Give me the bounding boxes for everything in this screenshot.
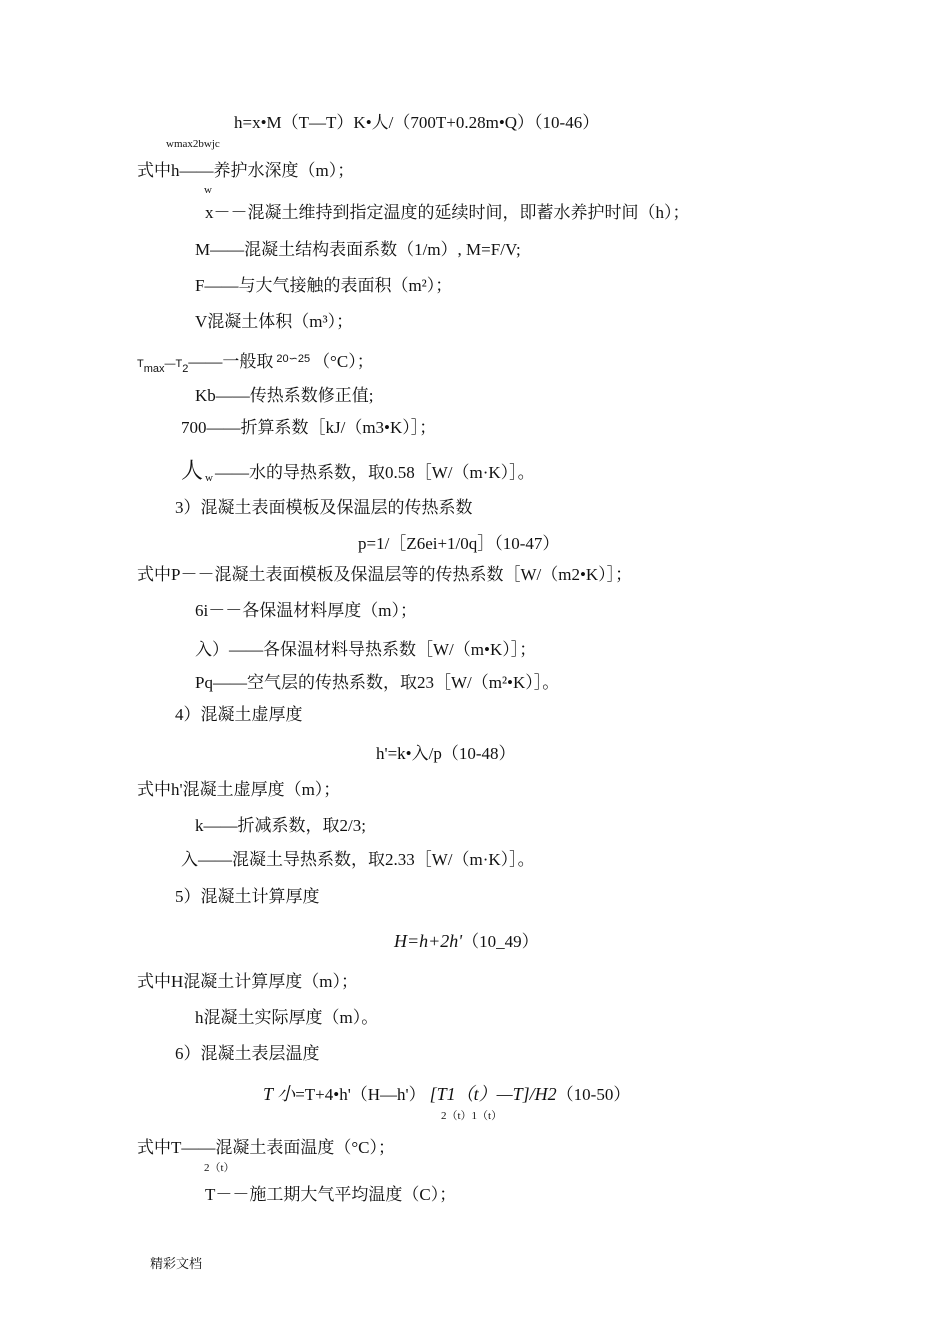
section-4-heading: 4）混凝土虚厚度 <box>175 705 303 724</box>
definition-H: 式中H混凝土计算厚度（m）； <box>137 972 358 991</box>
definition-M: M——混凝土结构表面系数（1/m）, M=F/V; <box>195 240 521 259</box>
definition-temperature-difference <box>137 351 374 375</box>
definition-T2: 式中T——混凝土表面温度（°C）； <box>137 1138 396 1157</box>
definition-700: 700——折算系数［kJ/（m3•K）］； <box>181 418 437 437</box>
equation-10-50-subscripts: 2（t）1（t） <box>441 1110 503 1122</box>
section-3-heading: 3）混凝土表面模板及保温层的传热系数 <box>175 498 473 517</box>
equation-10-50-number: （10-50） <box>556 1085 631 1104</box>
definition-F: F——与大气接触的表面积（m²）； <box>195 276 453 295</box>
definition-T2-subscript: 2（t） <box>204 1162 235 1174</box>
equation-10-50-middle: =T+4•h'（H—h'） <box>295 1085 426 1104</box>
definition-hw-subscript: w <box>204 184 212 196</box>
temperature-unit: （°C）； <box>313 352 374 371</box>
equation-10-50 <box>263 1083 630 1106</box>
footer-text: 精彩文档 <box>150 1256 203 1271</box>
lambda-w-symbol: 人 <box>181 458 204 483</box>
temperature-range: 20∽25 <box>276 353 311 365</box>
definition-k: k——折减系数，取2/3; <box>195 816 366 835</box>
definition-hw: 式中h——养护水深度（m）； <box>137 161 355 180</box>
equation-10-50-fraction: [T1（t）—T]/H2 <box>429 1084 557 1104</box>
equation-10-50-lhs: T 小 <box>263 1084 296 1104</box>
definition-lambda-w <box>181 460 535 486</box>
definition-temperature-text: ——一般取 <box>188 352 274 371</box>
definition-h-prime: 式中h'混凝土虚厚度（m）； <box>137 780 341 799</box>
t-max-subscript: max <box>143 363 165 375</box>
equation-10-49-formula: H=h+2h' <box>394 931 463 951</box>
equation-10-47: p=1/［Z6ei+1/0q］（10-47） <box>358 534 560 553</box>
lambda-w-subscript: w <box>205 472 213 484</box>
section-6-heading: 6）混凝土表层温度 <box>175 1044 320 1063</box>
definition-h: h混凝土实际厚度（m）。 <box>195 1008 379 1027</box>
definition-x: x－－混凝土维持到指定温度的延续时间，即蓄水养护时间（h）； <box>205 203 690 222</box>
t-symbol: T <box>137 358 144 370</box>
section-5-heading: 5）混凝土计算厚度 <box>175 887 320 906</box>
definition-Tq: T－－施工期大气平均温度（C）； <box>205 1185 457 1204</box>
equation-10-49-number: （10_49） <box>462 932 539 951</box>
t-2-symbol: —T <box>164 358 183 370</box>
equation-10-48: h'=k•入/p（10-48） <box>376 744 516 763</box>
definition-lambda-i: 入）——各保温材料导热系数［W/（m•K）］； <box>195 640 537 659</box>
t-2-subscript: 2 <box>182 363 189 375</box>
definition-Pq: Pq——空气层的传热系数，取23［W/（m²•K）］。 <box>195 673 560 692</box>
definition-Kb: Kb——传热系数修正值; <box>195 386 374 405</box>
equation-10-46-subscripts: wmax2bwjc <box>166 138 220 150</box>
equation-10-46: h=x•M（T—T）K•人/（700T+0.28m•Q）（10-46） <box>234 113 600 132</box>
definition-lambda: 入——混凝土导热系数，取2.33［W/（m·K）］。 <box>181 850 535 869</box>
equation-10-49 <box>394 930 539 953</box>
lambda-w-text: ——水的导热系数，取0.58［W/（m·K）］。 <box>214 463 535 482</box>
definition-P: 式中P－－混凝土表面模板及保温层等的传热系数［W/（m2•K）］； <box>137 565 633 584</box>
definition-V: V混凝土体积（m³）； <box>195 312 354 331</box>
definition-6i: 6i－－各保温材料厚度（m）； <box>195 601 417 620</box>
